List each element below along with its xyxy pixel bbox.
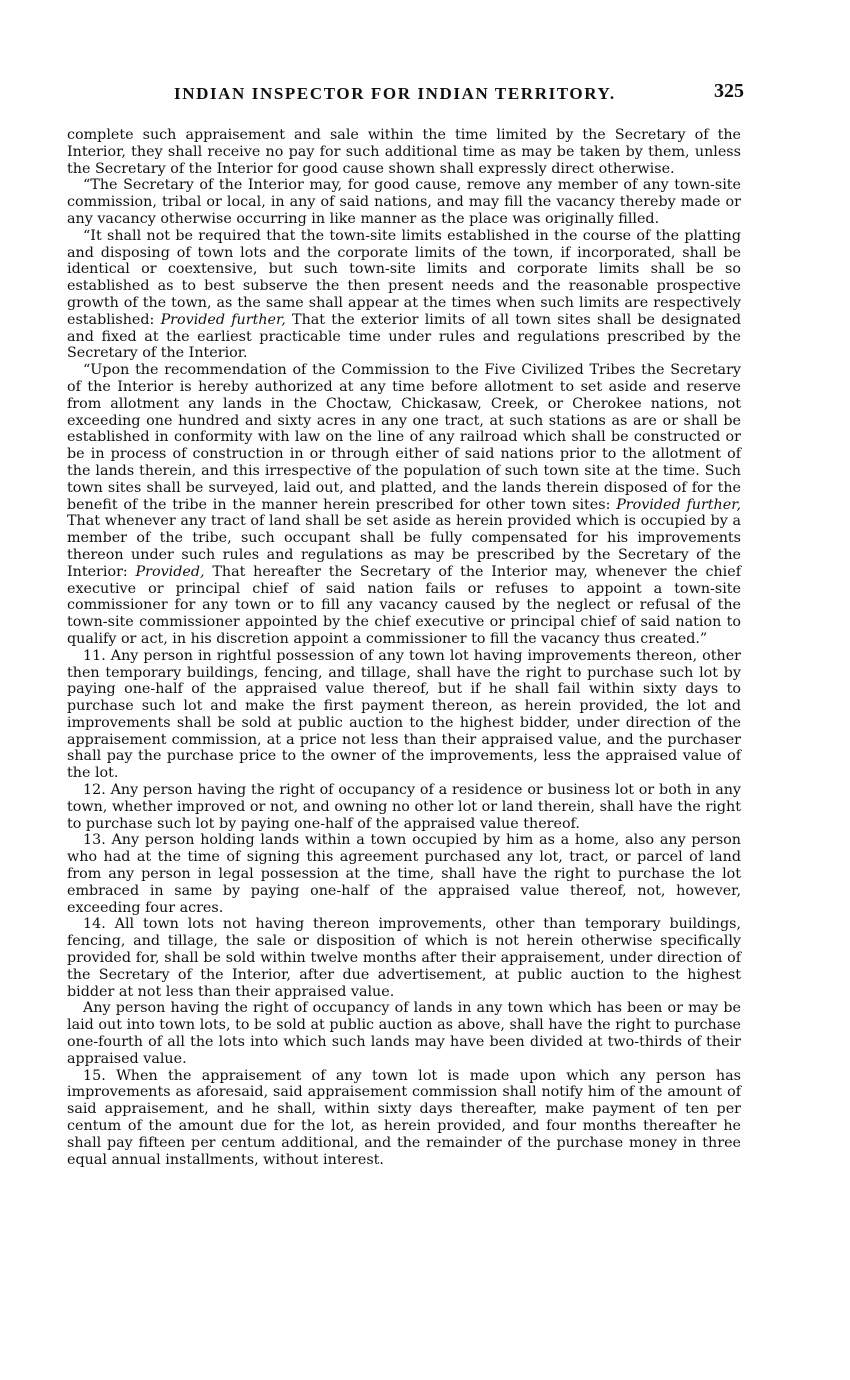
paragraph [67,648,741,782]
paragraph [67,1068,741,1169]
paragraph [67,1000,741,1067]
text-run: 11. Any person in rightful possession of any town lot having improvements thereon, other then temporary buildings, fencing, and tillage, shall have the right to purchase such lot by paying one-half of the appraised value thereof, but if he shall fail within sixty days to purchase such lot and make the first payment thereon, as herein provided, the lot and improvements shall be sold at public auction to the highest bidder, under direction of the appraisement commission, at a price not less than their appraised value, and the purchaser shall pay the purchase price to the owner of the improvements, less the appraised value of the lot. [67,647,741,782]
running-head: INDIAN INSPECTOR FOR INDIAN TERRITORY. [174,84,616,103]
text-run: 12. Any person having the right of occupancy of a residence or business lot or both in any town, whether improved or not, and owning no other lot or land therein, shall have the right to purchase such lot by paying one-half of the appraised value thereof. [67,782,741,832]
text-run: That hereafter the Secretary of the Interior may, whenever the chief executive or principal chief of said nation fails or refuses to appoint a town-site commissioner for any town or to fill any vacancy caused by the neglect or refusal of the town-site commissioner appointed by the chief executive or principal chief of said nation to qualify or act, in his discretion appoint a commissioner to fill the vacancy thus created.” [67,563,741,647]
text-run: “It shall not be required that the town-site limits established in the course of the platting and disposing of town lots and the corporate limits of the town, if incorporated, shall be identical or coextensive, but such town-site limits and corporate limits shall be so established as to best subserve the then present needs and the reasonable prospective growth of the town, as the same shall appear at the times when such limits are respectively established: [67,227,741,328]
text-run: That whenever any tract of land shall be set aside as herein provided which is occupied by a member of the tribe, such occupant shall be fully compensated for his improvements thereon under such rules and regulations as may be prescribed by the Secretary of the Interior: [67,513,741,580]
italic-phrase: Provided further, [160,311,286,328]
text-run: Any person having the right of occupancy of lands in any town which has been or may be laid out into town lots, to be sold at public auction as above, shall have the right to purchase one-fourth of all the lots into which such lands may have been divided at two-thirds of their appraised value. [67,1000,741,1067]
page-number: 325 [714,80,744,102]
text-run: complete such appraisement and sale within the time limited by the Secretary of the Interior, they shall receive no pay for such additional time as may be taken by them, unless the Secretary of the Interior for good cause shown shall expressly direct otherwise. [67,127,741,177]
paragraph [67,177,741,227]
text-run: That the exterior limits of all town sites shall be designated and fixed at the earliest practicable time under rules and regulations prescribed by the Secretary of the Interior. [67,311,741,362]
paragraph [67,782,741,832]
italic-phrase: Provided, [135,563,205,580]
paragraph [67,832,741,916]
paragraph [67,228,741,362]
text-run: 14. All town lots not having thereon improvements, other than temporary buildings, fencing, and tillage, the sale or disposition of which is not herein otherwise specifically provided for, shall be sold within twelve months after their appraisement, under direction of the Secretary of the Interior, after due advertisement, at public auction to the highest bidder at not less than their appraised value. [67,916,741,1000]
body-text [67,127,741,1168]
text-run: “The Secretary of the Interior may, for good cause, remove any member of any town-site commission, tribal or local, in any of said nations, and may fill the vacancy thereby made or any vacancy otherwise occurring in like manner as the place was originally filled. [67,177,741,227]
text-run: “Upon the recommendation of the Commission to the Five Civilized Tribes the Secretary of the Interior is hereby authorized at any time before allotment to set aside and reserve from allotment any lands in the Choctaw, Chickasaw, Creek, or Cherokee nations, not exceeding one hundred and sixty acres in any one tract, at such stations as are or shall be established in conformity with law on the line of any railroad which shall be constructed or be in process of construction in or through either of said nations prior to the allotment of the lands therein, and this irrespective of the population of such town site at the time. Such town sites shall be surveyed, laid out, and platted, and the lands therein disposed of for the benefit of the tribe in the manner herein prescribed for other town sites: [67,362,741,513]
text-run: 15. When the appraisement of any town lot is made upon which any person has improvements as aforesaid, said appraisement commission shall notify him of the amount of said appraisement, and he shall, within sixty days thereafter, make payment of ten per centum of the amount due for the lot, as herein provided, and four months thereafter he shall pay fifteen per centum additional, and the remainder of the purchase money in three equal annual installments, without interest. [67,1067,741,1168]
italic-phrase: Provided further, [616,496,742,513]
paragraph [67,362,741,648]
paragraph [67,916,741,1000]
page-header [66,80,744,110]
text-run: 13. Any person holding lands within a town occupied by him as a home, also any person who had at the time of signing this agreement purchased any lot, tract, or parcel of land from any person in legal possession at the time, shall have the right to purchase the lot embraced in same by paying one-half of the appraised value thereof, not, however, exceeding four acres. [67,832,741,916]
paragraph [67,127,741,177]
